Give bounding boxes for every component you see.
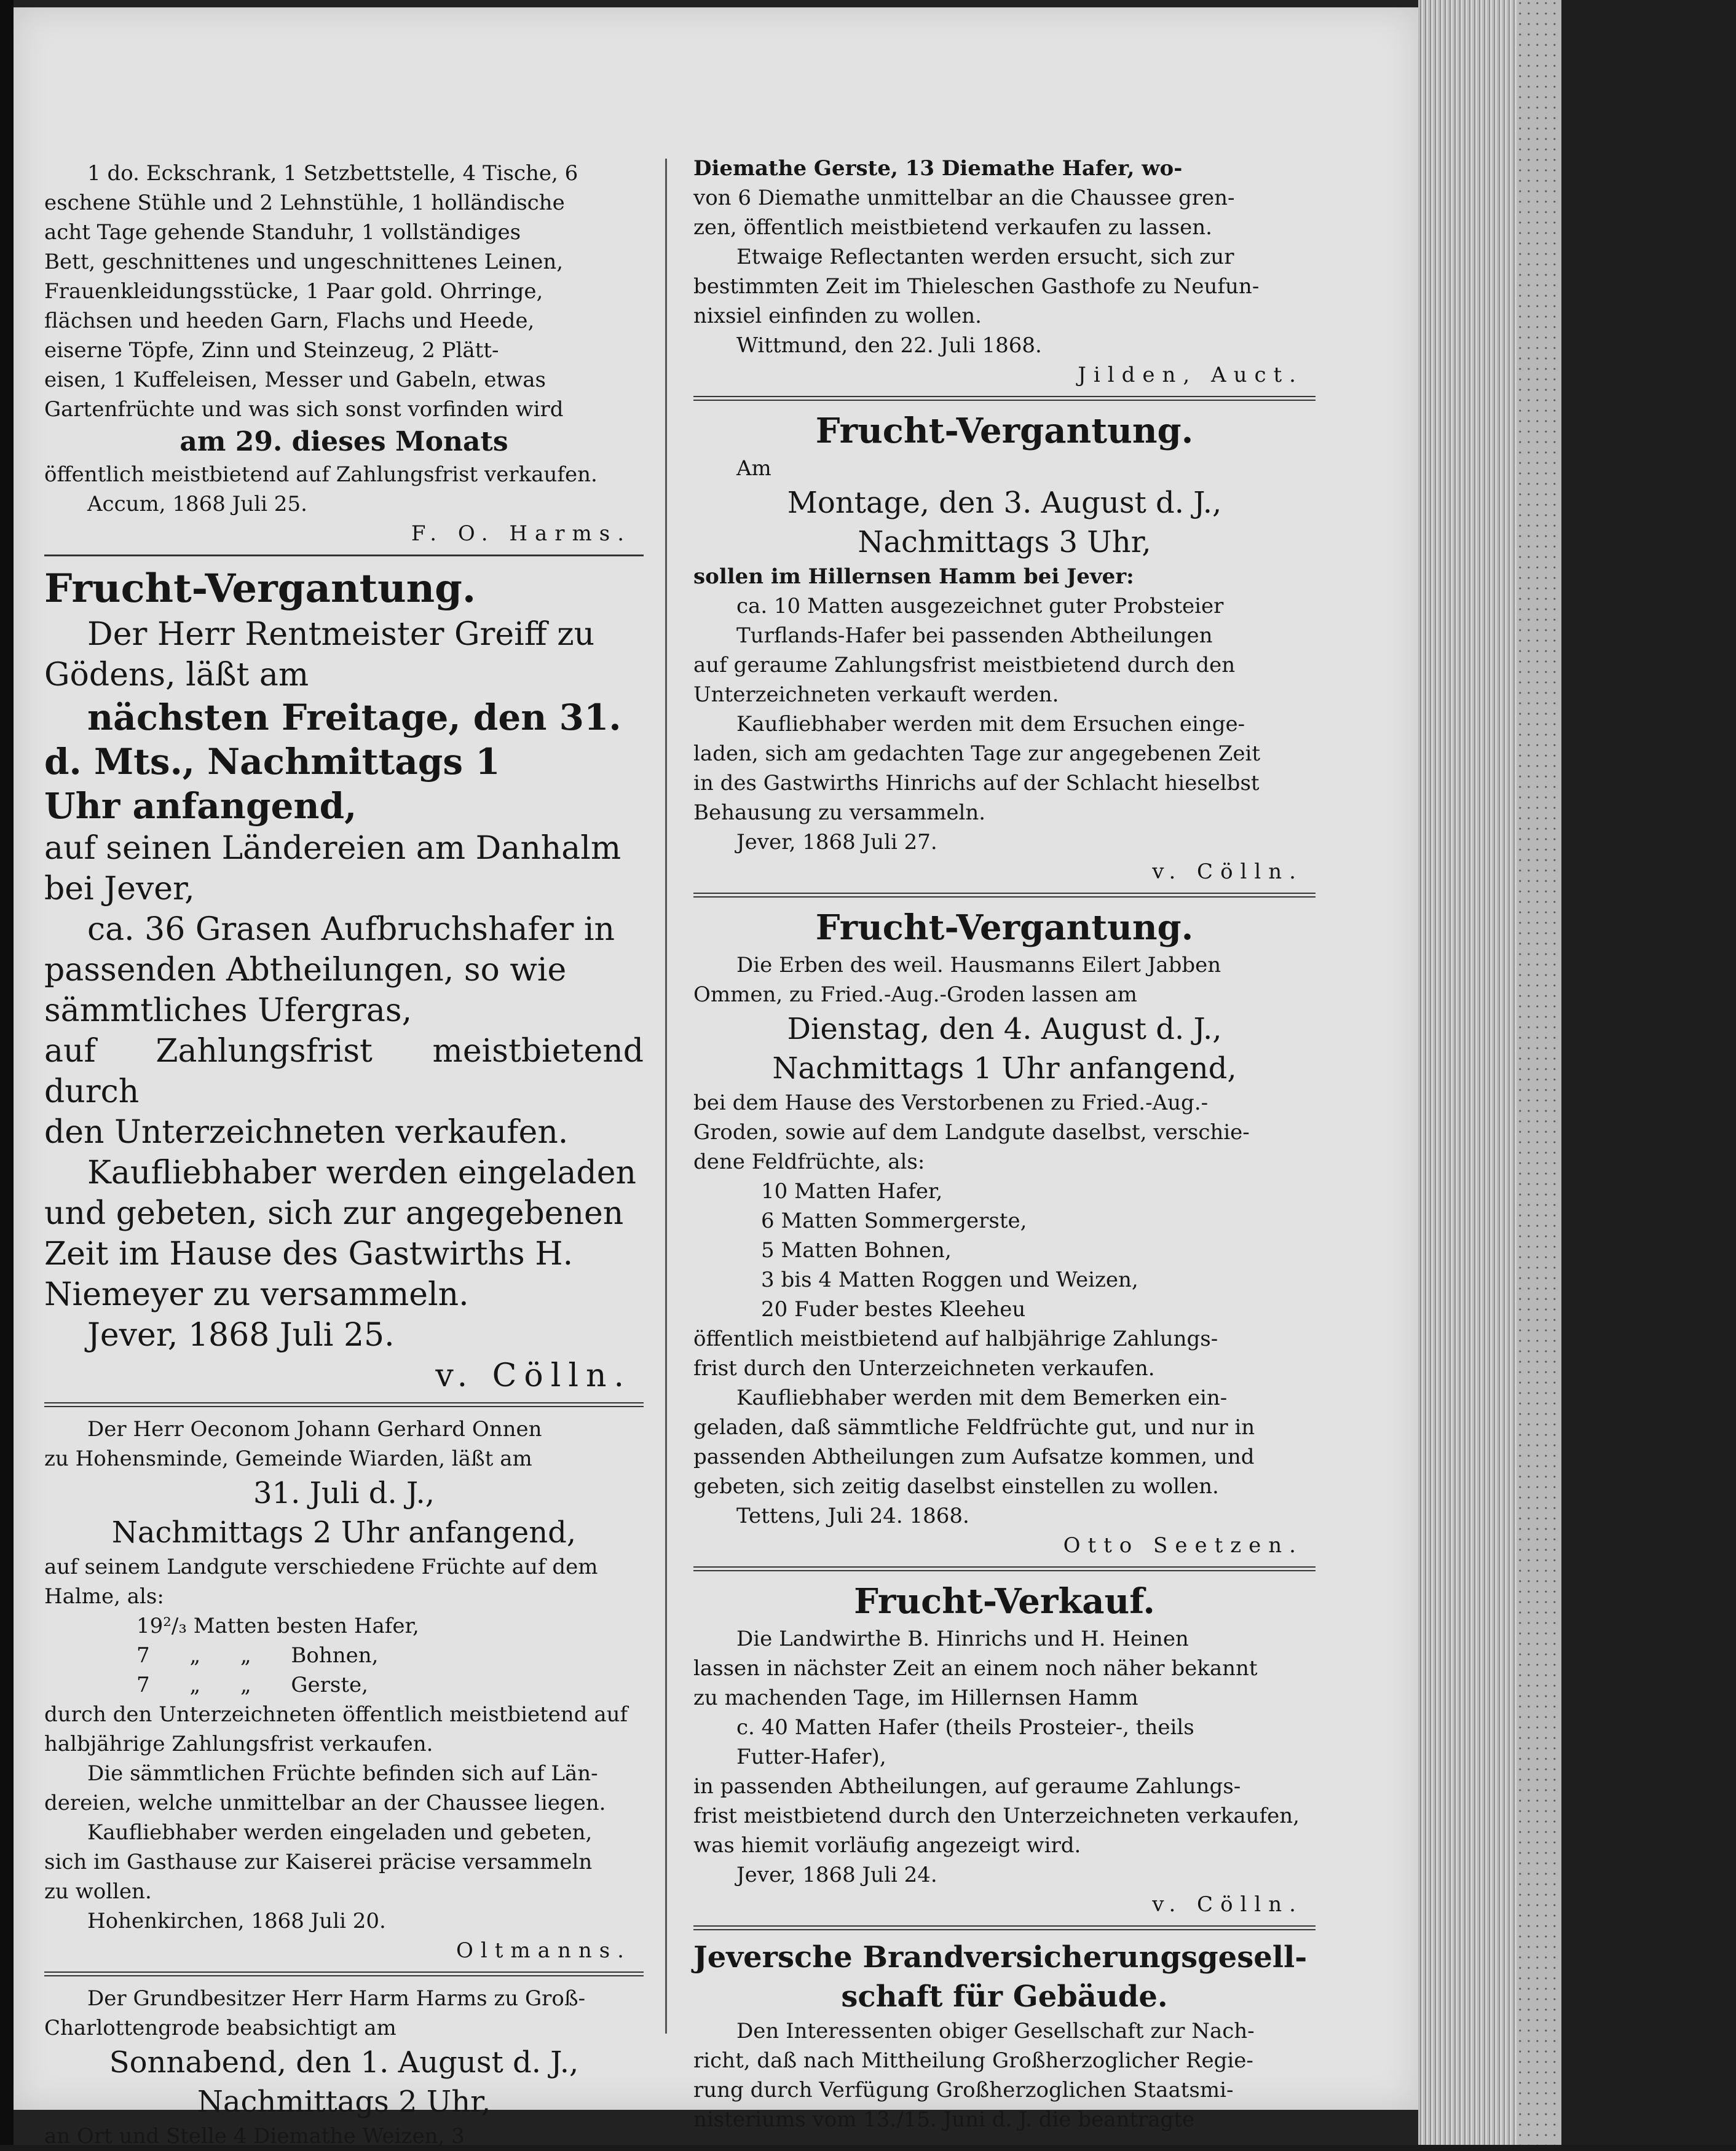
list-item: 5 Matten Bohnen, [761,1238,952,1263]
text-line: Kaufliebhaber werden eingeladen [87,1154,637,1191]
text-line: bei Jever, [44,870,195,907]
text-line: rung durch Verfügung Großherzoglichen Staatsmi- [693,2078,1234,2102]
signature: v. Cölln. [435,1357,631,1394]
auction-time: Nachmittags 3 Uhr, [858,525,1151,559]
text-line: laden, sich am gedachten Tage zur angegebenen Zeit [693,741,1260,766]
auction-notice-hillernsen-hamm [693,408,1316,886]
column-divider [665,159,667,2034]
ad-heading: Jeversche Brandversicherungsgesell- [693,1940,1308,1975]
list-item: 3 bis 4 Matten Roggen und Weizen, [761,1268,1138,1292]
text-line: Ommen, zu Fried.-Aug.-Groden lassen am [693,982,1137,1007]
auction-notice-harms-grosscharlottengrode [44,1984,644,2151]
right-column [693,154,1316,2134]
text-line: in des Gastwirths Hinrichs auf der Schlacht hieselbst [693,771,1260,795]
place-date: Jever, 1868 Juli 27. [736,830,937,854]
signature: v. Cölln. [1152,859,1303,884]
text-line: Gartenfrüchte und was sich sonst vorfinden wird [44,397,564,422]
text-line: Kaufliebhaber werden eingeladen und gebeten, [87,1820,593,1845]
text-line: zen, öffentlich meistbietend verkaufen zu lassen. [693,215,1212,240]
text-line: Niemeyer zu versammeln. [44,1276,469,1313]
text-line: richt, daß nach Mittheilung Großherzoglicher Regie- [693,2048,1253,2073]
text-line: eisen, 1 Kuffeleisen, Messer und Gabeln, etwas [44,368,546,392]
text-line: Bett, geschnittenes und ungeschnittenes Leinen, [44,250,564,274]
text-line: Frauenkleidungsstücke, 1 Paar gold. Ohrringe, [44,279,543,304]
auction-time: Nachmittags 2 Uhr anfangend, [111,1515,577,1550]
text-line: öffentlich meistbietend auf halbjährige Zahlungs- [693,1327,1218,1351]
ad-heading: Frucht-Verkauf. [854,1581,1155,1622]
text-line: nisteriums vom 13./15. Juni d. J. die beantragte [693,2107,1195,2132]
text-line: Der Herr Oeconom Johann Gerhard Onnen [87,1417,542,1442]
place-date: Accum, 1868 Juli 25. [87,492,307,516]
text-line: zu machenden Tage, im Hillernsen Hamm [693,1686,1138,1710]
text-line: und gebeten, sich zur angegebenen [44,1195,624,1232]
text-line: ca. 10 Matten ausgezeichnet guter Probsteier [736,594,1224,618]
text-line: flächsen und heeden Garn, Flachs und Heede, [44,309,535,333]
auction-notice-onnen [44,1415,644,1965]
left-column [44,159,644,2151]
text-line: Die Erben des weil. Hausmanns Eilert Jabben [736,953,1221,977]
ad-separator [44,555,644,556]
scan-right-margin [1561,0,1736,2145]
ad-separator [693,1925,1316,1930]
text-line: frist durch den Unterzeichneten verkaufen. [693,1356,1155,1381]
text-line: auf seinem Landgute verschiedene Früchte auf dem [44,1555,598,1579]
text-line: bei dem Hause des Verstorbenen zu Fried.-Aug.- [693,1091,1209,1115]
ad-separator [693,1566,1316,1571]
text-line: Die sämmtlichen Früchte befinden sich auf Län- [87,1761,598,1786]
text-line: auf seinen Ländereien am Danhalm [44,830,621,867]
text-line: dene Feldfrüchte, als: [693,1150,925,1174]
signature: F. O. Harms. [411,521,631,546]
signature: Oltmanns. [456,1938,631,1963]
auction-notice-ommen [693,905,1316,1560]
text-line: was hiemit vorläufig angezeigt wird. [693,1833,1081,1858]
text-line: Futter-Hafer), [736,1745,886,1769]
text-line: sollen im Hillernsen Hamm bei Jever: [693,564,1134,589]
auction-date: Uhr anfangend, [44,785,357,827]
text-line: 1 do. Eckschrank, 1 Setzbettstelle, 4 Tische, 6 [87,161,578,186]
text-line: geladen, daß sämmtliche Feldfrüchte gut, und nur in [693,1415,1255,1440]
text-line: Die Landwirthe B. Hinrichs und H. Heinen [736,1627,1189,1651]
list-item: 7 „ „ Gerste, [136,1673,368,1697]
text-line: Halme, als: [44,1584,164,1609]
list-item: 20 Fuder bestes Kleeheu [761,1297,1026,1322]
ad-separator [693,396,1316,401]
text-line: an Ort und Stelle 4 Diemathe Weizen, 3 [44,2124,465,2149]
text-line: Etwaige Reflectanten werden ersucht, sich zur [736,245,1234,269]
text-line: auf geraume Zahlungsfrist meistbietend durch den [693,653,1236,677]
text-line: in passenden Abtheilungen, auf geraume Zahlungs- [693,1774,1241,1799]
text-line: bestimmten Zeit im Thieleschen Gasthofe zu Neufun- [693,274,1260,299]
place-date: Jever, 1868 Juli 25. [87,1317,395,1354]
auction-notice-greiff [44,564,644,1396]
text-line: auf Zahlungsfrist meistbietend durch [44,1033,644,1110]
auction-date: d. Mts., Nachmittags 1 [44,741,500,783]
text-line: von 6 Diemathe unmittelbar an die Chaussee gren- [693,186,1235,210]
signature: Otto Seetzen. [1063,1533,1303,1558]
insurance-notice [693,1938,1316,2134]
text-line: zu wollen. [44,1879,152,1904]
signature: Jilden, Auct. [1078,363,1303,387]
auction-date: Dienstag, den 4. August d. J., [787,1012,1222,1046]
text-line: Kaufliebhaber werden mit dem Ersuchen einge- [736,712,1245,736]
text-line: ca. 36 Grasen Aufbruchshafer in [87,911,615,948]
text-line: zu Hohensminde, Gemeinde Wiarden, läßt am [44,1446,532,1471]
text-line: sämmtliches Ufergras, [44,992,412,1029]
ad-heading: Frucht-Vergantung. [815,411,1194,451]
auction-notice-wittmund [693,154,1316,390]
text-line: Charlottengrode beabsichtigt am [44,2016,397,2040]
text-line: Behausung zu versammeln. [693,800,986,825]
text-line: Der Herr Rentmeister Greiff zu [87,616,595,653]
ad-separator [44,1402,644,1407]
text-line: dereien, welche unmittelbar an der Chaussee liegen. [44,1791,606,1815]
text-line: Den Interessenten obiger Gesellschaft zur Nach- [736,2019,1255,2043]
list-item: 7 „ „ Bohnen, [136,1643,379,1668]
text-line: Unterzeichneten verkauft werden. [693,682,1059,707]
place-date: Tettens, Juli 24. 1868. [736,1504,969,1528]
list-item: 10 Matten Hafer, [761,1179,943,1204]
text-line: nixsiel einfinden zu wollen. [693,304,982,328]
text-line: den Unterzeichneten verkaufen. [44,1114,569,1151]
auction-time: Nachmittags 1 Uhr anfangend, [772,1051,1237,1086]
sale-notice-hinrichs-heinen [693,1579,1316,1919]
place-date: Hohenkirchen, 1868 Juli 20. [87,1909,386,1933]
text-line: Kaufliebhaber werden mit dem Bemerken ein- [736,1386,1228,1410]
place-date: Jever, 1868 Juli 24. [736,1863,937,1887]
text-line: acht Tage gehende Standuhr, 1 vollständiges [44,220,521,245]
auction-date: Montage, den 3. August d. J., [787,486,1222,520]
text-line: halbjährige Zahlungsfrist verkaufen. [44,1732,433,1756]
auction-notice-harms [44,159,644,548]
ad-separator [693,893,1316,898]
text-line: durch den Unterzeichneten öffentlich meistbietend auf [44,1702,628,1727]
auction-date: Sonnabend, den 1. August d. J., [109,2045,579,2080]
signature: v. Cölln. [1152,1892,1303,1917]
text-line: öffentlich meistbietend auf Zahlungsfrist verkaufen. [44,462,598,487]
ad-heading: schaft für Gebäude. [841,1979,1168,2014]
auction-date: am 29. dieses Monats [180,426,508,457]
auction-date: nächsten Freitage, den 31. [87,697,621,738]
text-line: passenden Abtheilungen zum Aufsatze kommen, und [693,1445,1255,1469]
ad-heading: Frucht-Vergantung. [44,566,476,612]
text-line: Der Grundbesitzer Herr Harm Harms zu Groß- [87,1986,586,2011]
ad-heading: Frucht-Vergantung. [815,907,1194,948]
text-line: eschene Stühle und 2 Lehnstühle, 1 holländische [44,191,565,215]
text-line: c. 40 Matten Hafer (theils Prosteier-, theils [736,1715,1194,1740]
text-line: Am [736,456,771,481]
text-line: Groden, sowie auf dem Landgute daselbst, verschie- [693,1120,1250,1145]
text-line: sich im Gasthause zur Kaiserei präcise versammeln [44,1850,593,1874]
text-line: passenden Abtheilungen, so wie [44,952,567,989]
text-line: Zeit im Hause des Gastwirths H. [44,1236,574,1273]
text-line: lassen in nächster Zeit an einem noch näher bekannt [693,1656,1258,1681]
place-date: Wittmund, den 22. Juli 1868. [736,333,1042,358]
text-line: Gödens, läßt am [44,657,309,693]
text-line: Diemathe Gerste, 13 Diemathe Hafer, wo- [693,156,1183,181]
list-item: 19²/₃ Matten besten Hafer, [136,1614,419,1638]
text-line: frist meistbietend durch den Unterzeichneten verkaufen, [693,1804,1300,1828]
text-line: eiserne Töpfe, Zinn und Steinzeug, 2 Plätt- [44,338,499,363]
text-line: Turflands-Hafer bei passenden Abtheilungen [736,623,1213,648]
auction-date: 31. Juli d. J., [253,1476,435,1510]
ad-separator [44,1971,644,1976]
list-item: 6 Matten Sommergerste, [761,1209,1027,1233]
auction-time: Nachmittags 2 Uhr, [197,2085,491,2119]
text-line: gebeten, sich zeitig daselbst einstellen zu wollen. [693,1474,1219,1499]
gutter-shadow [0,0,14,2145]
